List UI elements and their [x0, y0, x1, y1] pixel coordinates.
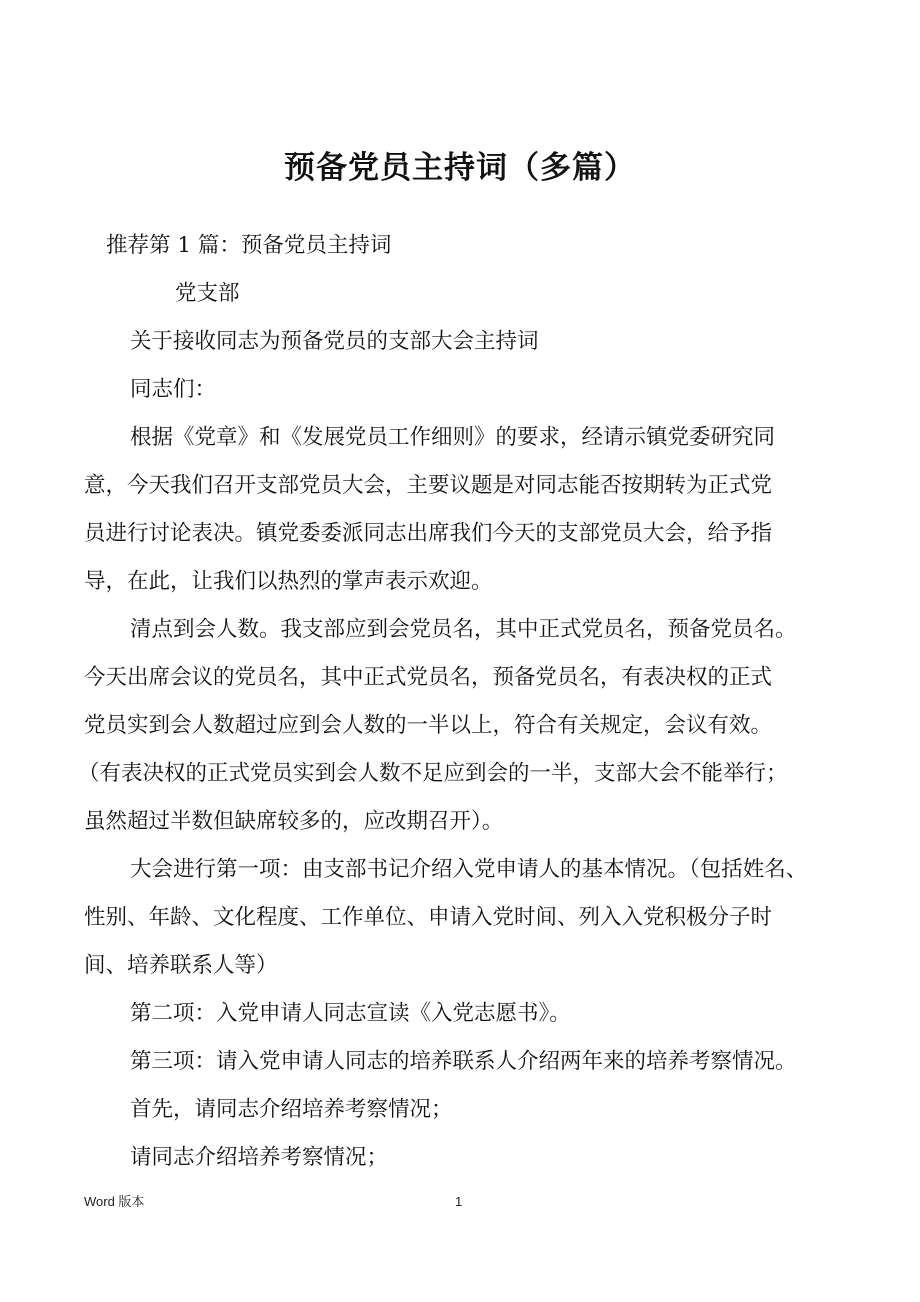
paragraph-line: 第二项：入党申请人同志宣读《入党志愿书》。 — [130, 1001, 571, 1026]
page-number: 1 — [455, 1194, 463, 1209]
document-title: 预备党员主持词（多篇） — [284, 150, 636, 186]
paragraph-line: 党支部 — [175, 281, 240, 306]
paragraph-line: 关于接收同志为预备党员的支部大会主持词 — [130, 329, 539, 354]
paragraph-line: 同志们： — [130, 377, 217, 402]
paragraph-line: （有表决权的正式党员实到会人数不足应到会的一半，支部大会不能举行； — [78, 761, 788, 786]
paragraph-line: 党员实到会人数超过应到会人数的一半以上，符合有关规定，会议有效。 — [84, 713, 773, 738]
paragraph-line: 推荐第 1 篇：预备党员主持词 — [106, 233, 392, 258]
paragraph-line: 员进行讨论表决。镇党委委派同志出席我们今天的支部党员大会，给予指 — [84, 521, 773, 546]
paragraph-line: 第三项：请入党申请人同志的培养联系人介绍两年来的培养考察情况。 — [130, 1049, 797, 1074]
paragraph-line: 首先，请同志介绍培养考察情况； — [130, 1097, 453, 1122]
paragraph-line: 性别、年龄、文化程度、工作单位、申请入党时间、列入入党积极分子时 — [84, 905, 773, 930]
paragraph-line: 间、培养联系人等） — [84, 953, 278, 978]
paragraph-line: 虽然超过半数但缺席较多的，应改期召开）。 — [84, 809, 504, 834]
paragraph-line: 请同志介绍培养考察情况； — [130, 1145, 389, 1170]
paragraph-line: 意，今天我们召开支部党员大会，主要议题是对同志能否按期转为正式党 — [84, 473, 773, 498]
paragraph-line: 清点到会人数。我支部应到会党员名，其中正式党员名，预备党员名。 — [130, 617, 797, 642]
paragraph-line: 根据《党章》和《发展党员工作细则》的要求，经请示镇党委研究同 — [130, 425, 776, 450]
footer-label: Word 版本 — [84, 1194, 145, 1209]
paragraph-line: 今天出席会议的党员名，其中正式党员名，预备党员名，有表决权的正式 — [84, 665, 773, 690]
paragraph-line: 导，在此，让我们以热烈的掌声表示欢迎。 — [84, 569, 493, 594]
paragraph-line: 大会进行第一项：由支部书记介绍入党申请人的基本情况。（包括姓名、 — [130, 857, 808, 882]
